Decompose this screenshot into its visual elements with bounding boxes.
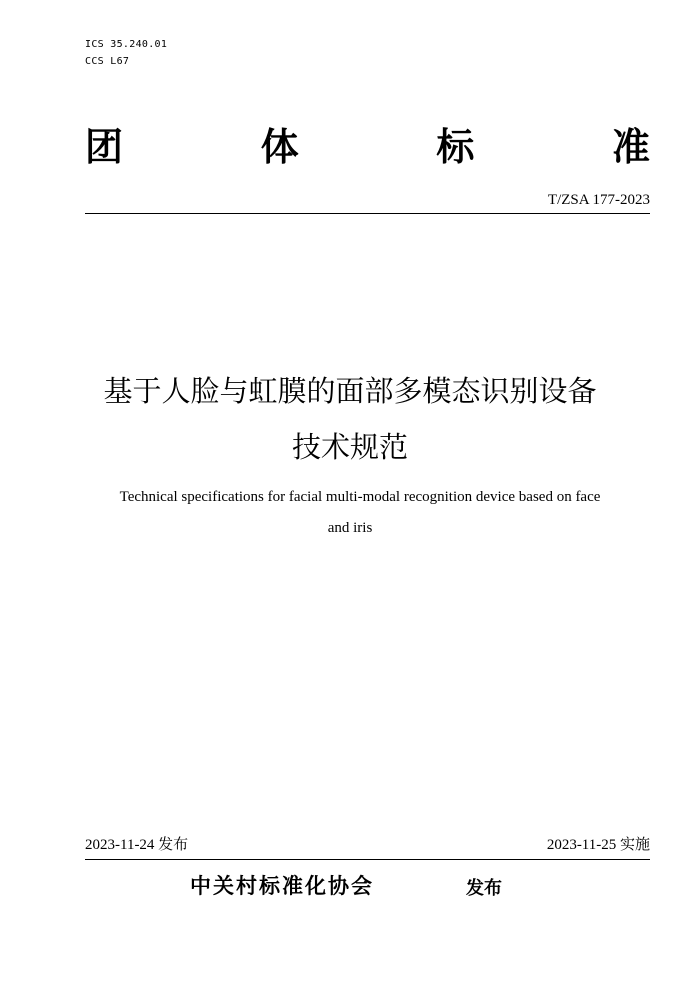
standard-type-char: 标 <box>436 125 475 169</box>
publish-label: 发布 <box>466 878 502 899</box>
footer-divider <box>85 859 650 860</box>
standard-type-char: 准 <box>611 125 650 169</box>
implementation-date: 2023-11-25 实施 <box>546 837 650 853</box>
standard-type-char: 体 <box>260 125 299 169</box>
standard-type-heading <box>85 122 650 172</box>
issue-date: 2023-11-24 发布 <box>85 837 189 853</box>
title-chinese-line-1: 基于人脸与虹膜的面部多模态识别设备 <box>103 374 597 408</box>
standard-number: T/ZSA 177-2023 <box>547 192 650 208</box>
title-chinese-line-2: 技术规范 <box>291 430 408 464</box>
title-english-line-1: Technical specifications for facial multi-modal recognition device based on face <box>119 489 601 505</box>
standard-type-char: 团 <box>85 125 124 169</box>
title-english-line-2: and iris <box>327 520 373 536</box>
classification-codes <box>85 36 167 70</box>
ics-code: ICS 35.240.01 <box>85 39 168 50</box>
publisher-name: 中关村标准化协会 <box>190 874 374 898</box>
ccs-code: CCS L67 <box>85 56 130 67</box>
header-divider <box>85 213 650 214</box>
